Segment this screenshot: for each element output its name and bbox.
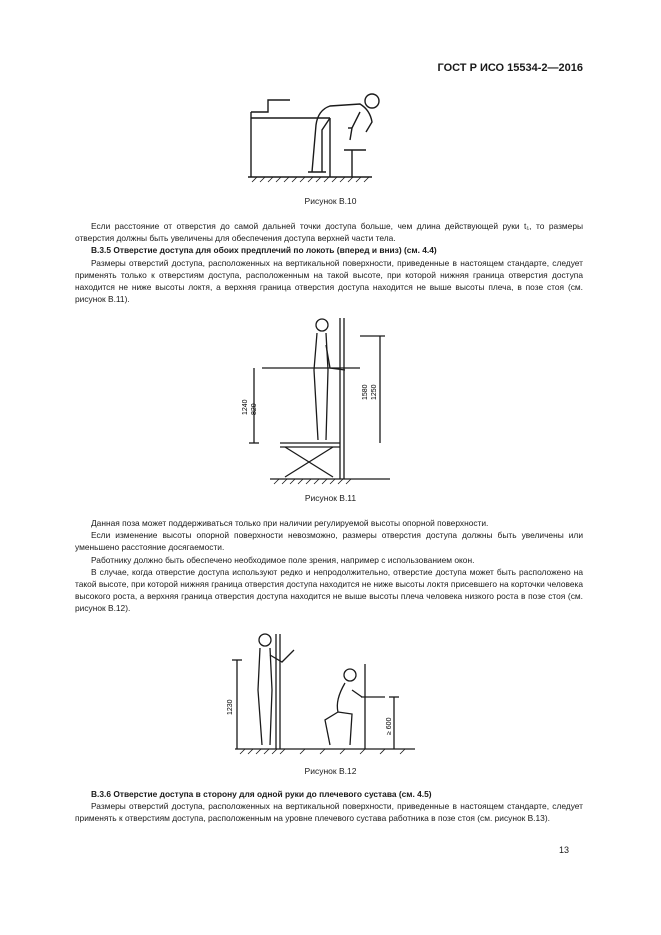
dim-1230: 1230 [227, 699, 234, 715]
figure-b12-illustration [0, 626, 661, 756]
figure-b11-illustration [0, 312, 661, 490]
figure-b11-caption: Рисунок В.11 [304, 493, 357, 503]
dim-1580: 1580 [362, 384, 369, 400]
section-heading-b35: В.3.5 Отверстие доступа для обоих предплечий по локоть (вперед и вниз) (см. 4.4) [91, 245, 437, 256]
paragraph-p3: Данная поза может поддерживаться только при наличии регулируемой высоты опорной поверхности. [91, 518, 489, 528]
text-block-1 [75, 220, 583, 305]
paragraph-p2: Размеры отверстий доступа, расположенных на вертикальной поверхности, приведенные в настоящем стандарте, следует применять только к отверстиям доступа, расположенным на такой высоте, при которой нижняя граница отверстия доступа находится не ниже высоты локтя, а верхняя граница отверстия доступа находится не выше высоты плеча, в позе стоя (см. рисунок В.11). [75, 257, 583, 305]
section-heading-b36: В.3.6 Отверстие доступа в сторону для одной руки до плечевого сустава (см. 4.5) [91, 789, 432, 799]
figure-b10-caption: Рисунок В.10 [304, 196, 357, 206]
text-block-2 [75, 517, 583, 615]
paragraph-p7: Размеры отверстий доступа, расположенных на вертикальной поверхности, приведенные в настоящем стандарте, следует применять к отверстиям доступа, расположенным на уровне плечевого сустава работника в позе стоя (см. рисунок В.13). [75, 801, 583, 824]
text-block-3 [75, 788, 583, 825]
dim-ge-600: ≥ 600 [386, 717, 393, 735]
dim-1240: 1240 [242, 399, 249, 415]
figure-b10-illustration [0, 88, 661, 188]
paragraph-p4: Если изменение высоты опорной поверхности невозможно, размеры отверстия доступа должны быть увеличены или уменьшено расстояние досягаемости. [75, 530, 583, 553]
dim-820: 820 [251, 403, 258, 415]
dim-1250: 1250 [371, 384, 378, 400]
page-number: 13 [558, 845, 569, 855]
figure-b12-caption: Рисунок В.12 [304, 766, 357, 776]
paragraph-p6: В случае, когда отверстие доступа используют редко и непродолжительно, отверстие доступа может быть расположено на такой высоте, при которой нижняя граница отверстия доступа находится не ниже высоты локтя присевшего на корточки человека высокого роста, а верхняя граница отверстия доступа находится не выше высоты плеча человека низкого роста в позе стоя (см. рисунок В.12). [75, 566, 583, 614]
document-header: ГОСТ Р ИСО 15534-2—2016 [437, 62, 583, 74]
paragraph-p5: Работнику должно быть обеспечено необходимое поле зрения, например с использованием окон. [91, 554, 475, 565]
paragraph-p1: Если расстояние от отверстия до самой дальней точки доступа больше, чем длина действующей руки t₁, то размеры отверстия должны быть увеличены для обеспечения доступа верхней части тела. [75, 221, 583, 244]
